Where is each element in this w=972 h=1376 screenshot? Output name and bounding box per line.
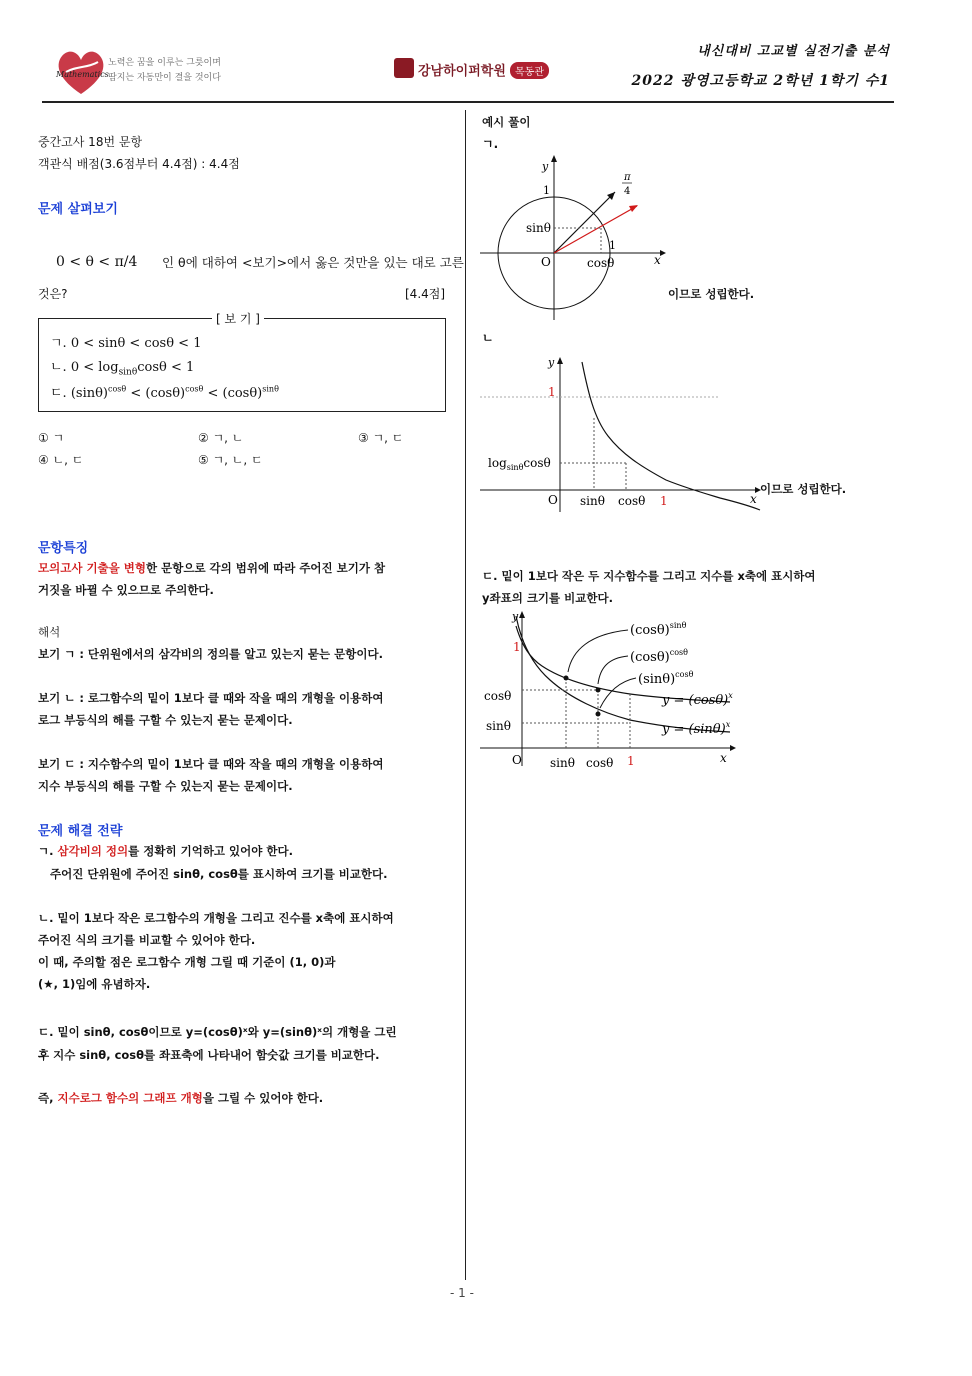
g3-label-1: $(\cos\theta)^{sin\theta}$ (630, 621, 687, 638)
g1-x-arrow-icon (660, 250, 666, 256)
g1-one-y: 1 (543, 184, 550, 197)
question-condition: 0 < θ < π/4 (56, 254, 138, 270)
analysis-2a: 보기 ㄴ : 로그함수의 밑이 1보다 클 때와 작을 때의 개형을 이용하여 (38, 691, 384, 705)
g3-origin: O (512, 753, 522, 767)
logo-script: Mathematics (56, 70, 109, 79)
g1-y-label: y (542, 160, 549, 173)
g2-cos-label: cosθ (618, 494, 646, 508)
unit-circle-graph (480, 150, 680, 320)
strategy-3b: 후 지수 sinθ, cosθ를 좌표축에 나타내어 함숫값 크기를 비교한다. (38, 1048, 380, 1062)
g2-log-curve (582, 362, 760, 510)
g3-y-arrow-icon (519, 611, 525, 618)
g2-origin: O (548, 493, 558, 507)
header-divider (42, 101, 894, 103)
analysis-3a: 보기 ㄷ : 지수함수의 밑이 1보다 클 때와 작을 때의 개형을 이용하여 (38, 757, 384, 771)
g3-curve1-label: $y = (\cos\theta)^x$ (662, 691, 733, 708)
header-subtitle: 내신대비 고교별 실전기출 분석 (697, 44, 890, 59)
g3-x-arrow-icon (730, 745, 736, 751)
strategy-1: ㄱ. 삼각비의 정의를 정확히 기억하고 있어야 한다. (38, 844, 293, 858)
g3-one-x: 1 (627, 754, 635, 768)
analysis-title: 해석 (38, 625, 61, 639)
g3-label-3: $(\sin\theta)^{cos\theta}$ (638, 670, 694, 687)
g3-point-1 (564, 676, 569, 681)
g1-y-arrow-icon (551, 155, 557, 162)
header-title: 2022 광영고등학교 2학년 1학기 수1 (631, 73, 890, 89)
g3-pointer-3 (600, 678, 636, 708)
g3-point-3 (596, 712, 601, 717)
g1-cos-label: cosθ (587, 256, 615, 270)
page-number: - 1 - (450, 1286, 474, 1300)
g1-pi4-ray (554, 192, 615, 253)
g3-label-2: $(\cos\theta)^{cos\theta}$ (630, 648, 688, 665)
g3-x-label: x (720, 751, 727, 765)
g1-one-x: 1 (609, 239, 616, 252)
g1-theta-arrow-icon (629, 205, 638, 212)
choice-1[interactable]: ① ㄱ (38, 431, 65, 445)
strategy-2a: ㄴ. 밑이 1보다 작은 로그함수의 개형을 그리고 진수를 x축에 표시하여 (38, 911, 394, 925)
analysis-1: 보기 ㄱ : 단위원에서의 삼각비의 정의를 알고 있는지 묻는 문항이다. (38, 647, 383, 661)
g1-theta-ray (554, 206, 637, 253)
conclusion: 즉, 지수로그 함수의 그래프 개형을 그릴 수 있어야 한다. (38, 1091, 324, 1105)
academy-branch-badge: 목동관 (510, 62, 549, 79)
question-text-line1: 인 θ에 대하여 <보기>에서 옳은 것만을 있는 대로 고른 (162, 255, 464, 270)
g2-log-label: $\log_{sin\theta}\cos\theta$ (488, 456, 551, 472)
part-c-text-b: y좌표의 크기를 비교한다. (482, 591, 613, 605)
g3-pointer-1 (568, 630, 628, 672)
g2-sin-label: sinθ (580, 494, 605, 508)
g1-four: 4 (624, 186, 631, 197)
g3-one-y: 1 (513, 640, 521, 654)
part-a-label: ㄱ. (482, 137, 499, 151)
part-b-result: 이므로 성립한다. (760, 482, 847, 496)
g2-y-arrow-icon (557, 357, 563, 364)
choice-2[interactable]: ② ㄱ, ㄴ (198, 431, 244, 445)
g3-cos-x: cosθ (586, 756, 614, 770)
logo-motto-1: 노력은 꿈을 이루는 그릇이며 (108, 58, 221, 68)
box-item-1: ㄱ. 0 < sinθ < cosθ < 1 (50, 336, 202, 351)
g3-sin-y: sinθ (486, 719, 511, 733)
box-item-3: ㄷ. $(\sin\theta)^{cos\theta} < (\cos\theta)^{cos\theta} < (\cos\theta)^{sin\theta}$ (50, 384, 279, 401)
feature-line1: 모의고사 기출을 변형한 문항으로 각의 범위에 따라 주어진 보기가 참 (38, 561, 386, 575)
question-points: [4.4점] (405, 287, 446, 301)
example-box-title: [ 보 기 ] (212, 310, 264, 327)
logo-motto-2: 땀지는 자동만이 결을 것이다 (108, 73, 221, 83)
score-info: 객관식 배점(3.6점부터 4.4점) : 4.4점 (38, 157, 240, 171)
problem-id: 중간고사 18번 문항 (38, 135, 143, 149)
g1-origin: O (541, 255, 551, 269)
g1-sin-label: sinθ (526, 221, 551, 235)
g3-pointer-2 (598, 656, 628, 684)
g3-cos-curve (516, 626, 730, 702)
strategy-2d: (★, 1)임에 유념하자. (38, 977, 151, 991)
g2-x-label: x (750, 492, 757, 506)
question-text-line2: 것은? (38, 287, 68, 301)
part-a-result: 이므로 성립한다. (668, 287, 755, 301)
g2-one-y: 1 (548, 385, 556, 399)
section-problem-heading: 문제 살펴보기 (38, 202, 118, 217)
analysis-2b: 로그 부등식의 해를 구할 수 있는지 묻는 문제이다. (38, 713, 293, 727)
g1-pi: π (624, 172, 631, 183)
analysis-3b: 지수 부등식의 해를 구할 수 있는지 묻는 문제이다. (38, 779, 293, 793)
log-graph (480, 352, 770, 522)
column-divider (465, 110, 466, 1280)
g3-sin-curve (516, 616, 730, 732)
strategy-3a: ㄷ. 밑이 sinθ, cosθ이므로 y=(cosθ)ˣ와 y=(sinθ)ˣ의 개형을 그린 (38, 1025, 397, 1039)
choice-5[interactable]: ⑤ ㄱ, ㄴ, ㄷ (198, 453, 263, 467)
feature-line2: 거짓을 바뀔 수 있으므로 주의한다. (38, 583, 214, 597)
g3-sin-x: sinθ (550, 756, 575, 770)
g1-x-label: x (654, 253, 661, 267)
part-b-label: ㄴ (482, 331, 494, 345)
strategy-2c: 이 때, 주의할 점은 로그함수 개형 그릴 때 기준이 (1, 0)과 (38, 955, 336, 969)
g3-cos-y: cosθ (484, 689, 512, 703)
strategy-1b: 주어진 단위원에 주어진 sinθ, cosθ를 표시하여 크기를 비교한다. (50, 867, 388, 881)
g2-y-label: y (548, 356, 555, 369)
exponential-graph (480, 606, 770, 781)
section-feature-heading: 문항특징 (38, 541, 89, 556)
part-c-text-a: ㄷ. 밑이 1보다 작은 두 지수함수를 그리고 지수를 x축에 표시하여 (482, 569, 816, 583)
g2-one-x: 1 (660, 494, 668, 508)
strategy-2b: 주어진 식의 크기를 비교할 수 있어야 한다. (38, 933, 256, 947)
academy-name: 강남하이퍼학원 (418, 64, 506, 79)
g3-point-2 (596, 688, 601, 693)
section-strategy-heading: 문제 해결 전략 (38, 824, 123, 839)
academy-emblem-icon (394, 58, 414, 78)
g3-y-label: y (512, 610, 519, 623)
g3-curve2-label: $y = (\sin\theta)^x$ (662, 720, 731, 737)
solution-title: 예시 풀이 (482, 115, 531, 129)
choice-4[interactable]: ④ ㄴ, ㄷ (38, 453, 84, 467)
box-item-2: ㄴ. $0 < \log_{sin\theta}\cos\theta < 1$ (50, 360, 195, 378)
choice-3[interactable]: ③ ㄱ, ㄷ (358, 431, 404, 445)
